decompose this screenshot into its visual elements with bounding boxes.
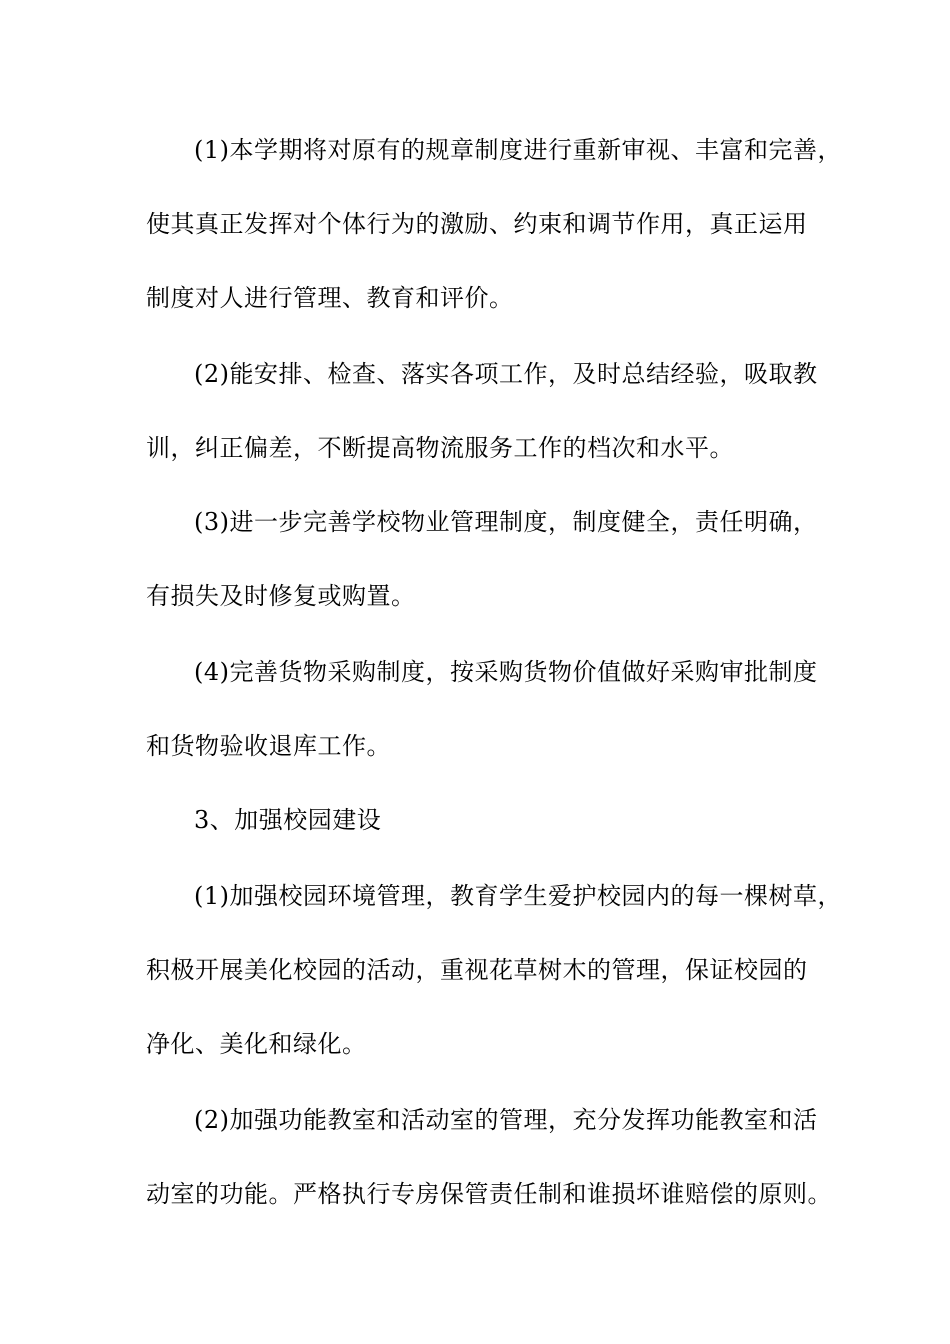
paragraph-line: (1)本学期将对原有的规章制度进行重新审视、丰富和完善，	[194, 136, 842, 164]
paragraph-line: (4)完善货物采购制度，按采购货物价值做好采购审批制度	[194, 658, 818, 686]
paragraph-line: 有损失及时修复或购置。	[146, 582, 416, 610]
paragraph-line: 净化、美化和绿化。	[146, 1030, 367, 1058]
paragraph-line: (2)加强功能教室和活动室的管理，充分发挥功能教室和活	[194, 1106, 818, 1134]
paragraph-line: 训，纠正偏差，不断提高物流服务工作的档次和水平。	[146, 434, 734, 462]
paragraph-line: 使其真正发挥对个体行为的激励、约束和调节作用，真正运用	[146, 210, 808, 238]
paragraph-line: 动室的功能。严格执行专房保管责任制和谁损坏谁赔偿的原则。	[146, 1180, 832, 1208]
paragraph-line: (3)进一步完善学校物业管理制度，制度健全，责任明确，	[194, 508, 818, 536]
paragraph-line: 积极开展美化校园的活动，重视花草树木的管理，保证校园的	[146, 956, 808, 984]
paragraph-line: (2)能安排、检查、落实各项工作，及时总结经验，吸取教	[194, 360, 818, 388]
section-heading: 3、加强校园建设	[194, 806, 382, 834]
paragraph-line: 制度对人进行管理、教育和评价。	[146, 284, 514, 312]
paragraph-line: (1)加强校园环境管理，教育学生爱护校园内的每一棵树草，	[194, 882, 842, 910]
paragraph-line: 和货物验收退库工作。	[146, 732, 391, 760]
